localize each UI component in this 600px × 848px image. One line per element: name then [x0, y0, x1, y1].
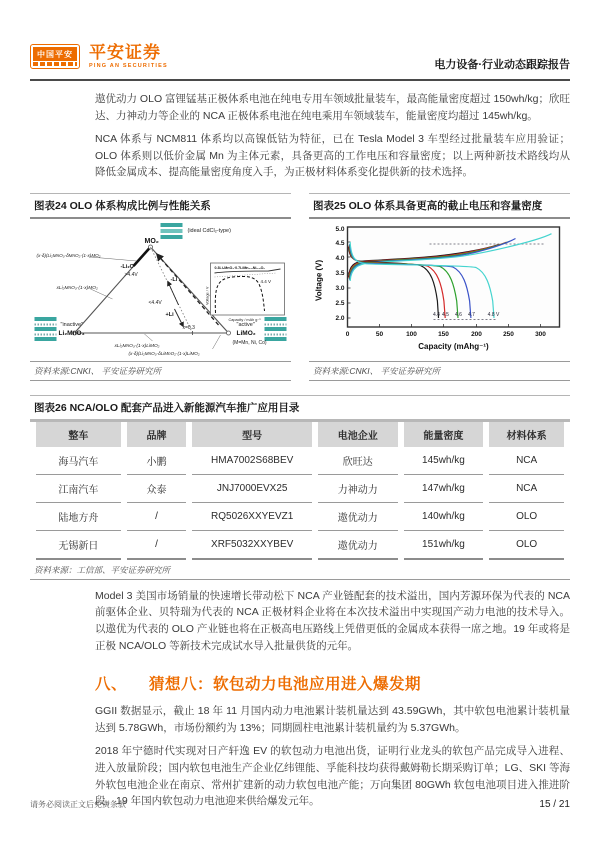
cell-energy-density: 140wh/kg — [404, 503, 484, 531]
figure-24-image — [30, 219, 291, 361]
inactive-label: "inactive" — [60, 321, 84, 328]
ytick-3-0: 3.0 — [335, 284, 345, 292]
col-material-system: 材料体系 — [489, 422, 564, 447]
page-number: 15 / 21 — [539, 799, 570, 810]
cell-model: JNJ7000EVX25 — [192, 475, 312, 503]
report-type-label: 电力设备·行业动态跟踪报告 — [434, 59, 570, 71]
ytick-2-0: 2.0 — [335, 314, 345, 322]
pingan-group-badge-icon — [30, 44, 80, 69]
header-divider — [30, 79, 570, 81]
cell-model: HMA7002S68BEV — [192, 447, 312, 475]
cell-battery-maker: 遨优动力 — [318, 531, 398, 560]
cell-brand: 众泰 — [127, 475, 187, 503]
top-formula-label: (x-δ)(Li₂MnO₃·δMnO₂·(1-x)MO₂ — [36, 252, 101, 258]
brand-name-en: PING AN SECURITIES — [89, 62, 168, 69]
limo2-vertex-label: LiMO₂ — [236, 329, 256, 337]
figure-26-title: 图表26 NCA/OLO 配套产品进入新能源汽车推广应用目录 — [30, 395, 570, 422]
paragraph-model3-spillover: Model 3 美国市场销量的快速增长带动松下 NCA 产业链配套的技术溢出，国内芳源环保为代表的 NCA 前驱体企业、贝特瑞为代表的 NCA 正极材料企业将在本次技术溢出中实现国产动力电池的技术导入。以遨优为代表的 OLO 产业链也将在正极高电压路线上凭借更低的金属成本获得一席之地。19 年或将是正极 NCA/OLO 等新技术完成试水导入批量供货的元年。 — [95, 589, 570, 652]
gt-4-4v-label: >4.4V — [124, 271, 138, 278]
paragraph-pouch-cell-supply: 2018 年宁德时代实现对日产轩逸 EV 的软包动力电池出货，证明行业龙头的软包产品完成导入进程、进入放量阶段；国内软包电池生产企业亿纬锂能、孚能科技均获得戴姆勒长期采购订单；LG、SKI 等海外软包电池企业在南京、常州扩建新的动力软包电池产能；万向集团 80GWh 软包电池项目进入推进阶段。19 年国内软包动力电池迎来供给爆发元年。 — [95, 745, 570, 808]
vehicle-battery-table — [30, 422, 570, 560]
minus-li-label: -Li — [170, 276, 178, 283]
table-row — [36, 475, 564, 503]
table-header-row — [36, 422, 564, 447]
cell-vehicle: 海马汽车 — [36, 447, 121, 475]
inset-voltage-capacity-chart — [206, 263, 285, 322]
figure-24-source: 资料来源:CNKI、 平安证券研究所 — [30, 361, 291, 381]
cutoff-4-5: 4.5 — [442, 311, 449, 318]
active-label: "active" — [236, 321, 255, 328]
cell-model: RQ5026XXYEVZ1 — [192, 503, 312, 531]
ternary-diagram — [30, 221, 291, 361]
bottom-edge-formula-label: xLi₂MnO₃·(1-x)LiMO₂ — [114, 343, 160, 349]
m-elements-note: (M=Mn, Ni, Co) — [232, 339, 267, 346]
cutoff-4-7: 4.7 — [468, 311, 475, 318]
cutoff-4-8: 4.8 V — [487, 311, 500, 318]
section-number: 八、 — [95, 676, 128, 694]
disclaimer-text: 请务必阅读正文后免责条款 — [30, 800, 126, 809]
figure-26-table-block — [30, 395, 570, 580]
voltage-capacity-chart — [309, 221, 570, 361]
section-heading-8 — [95, 672, 570, 694]
xtick-250: 250 — [503, 330, 514, 338]
ytick-4-0: 4.0 — [335, 254, 345, 262]
cell-vehicle: 江南汽车 — [36, 475, 121, 503]
brand-block — [89, 44, 168, 69]
xtick-50: 50 — [375, 330, 384, 338]
figure-25 — [309, 193, 570, 381]
col-brand: 品牌 — [127, 422, 187, 447]
cell-brand: / — [127, 531, 187, 560]
figures-row — [30, 193, 570, 381]
cell-battery-maker: 欣旺达 — [318, 447, 398, 475]
brand-name: 平安证券 — [89, 43, 161, 63]
cell-material-system: OLO — [489, 531, 564, 560]
col-energy-density: 能量密度 — [404, 422, 484, 447]
paragraph-nca-ncm811: NCA 体系与 NCM811 体系均以高镍低钴为特征，已在 Tesla Model 3 车型经过批量装车应用验证；OLO 体系则以低价金属 Mn 为主体元素，具备更高的工作电压和容量密度；以上两种新技术路线均从降低金属成本、提高能量密度角度入手，为正极材料体系变化提供新的技术选择。 — [95, 133, 570, 179]
logo-badge-text: 中国平安 — [33, 47, 77, 61]
inset-x-axis-label: Capacity / mAh g⁻¹ — [228, 317, 261, 322]
minus-li2o-label: -Li₂O — [120, 263, 134, 270]
cell-material-system: OLO — [489, 503, 564, 531]
cell-vehicle: 陆地方舟 — [36, 503, 121, 531]
figure-25-title: 图表25 OLO 体系具备更高的截止电压和容量密度 — [309, 193, 570, 219]
xtick-150: 150 — [438, 330, 449, 338]
col-battery-maker: 电池企业 — [318, 422, 398, 447]
inset-4-4v-label: 4.4 V — [260, 278, 272, 284]
figure-25-source: 资料来源:CNKI、 平安证券研究所 — [309, 361, 570, 381]
cell-material-system: NCA — [489, 475, 564, 503]
ytick-5-0: 5.0 — [335, 225, 345, 233]
col-vehicle: 整车 — [36, 422, 121, 447]
page-footer — [30, 799, 570, 810]
cell-energy-density: 151wh/kg — [404, 531, 484, 560]
ideal-cdcl2-label: (ideal CdCl₂-type) — [187, 227, 231, 234]
xtick-0: 0 — [345, 330, 350, 338]
xtick-200: 200 — [471, 330, 482, 338]
cell-brand: 小鹏 — [127, 447, 187, 475]
inset-title: 0.3Li₂MnO₃·0.7LiMn₀.₅Ni₀.₅O₂ — [214, 265, 266, 270]
col-model: 型号 — [192, 422, 312, 447]
paragraph-ggii-data: GGII 数据显示，截止 18 年 11 月国内动力电池累计装机量达到 43.59GWh，其中软包电池累计装机量达到 5.78GWh，市场份额约为 13%；同期圆柱电池累计装机量约为 5.37GWh。 — [95, 705, 570, 734]
logo-badge-sub-icon — [33, 62, 77, 66]
plus-li-label: +Li — [165, 311, 174, 318]
x-axis-label: Capacity (mAhg⁻¹) — [418, 341, 489, 351]
ytick-2-5: 2.5 — [335, 299, 345, 307]
cell-battery-maker: 遨优动力 — [318, 503, 398, 531]
table-row — [36, 503, 564, 531]
cell-energy-density: 145wh/kg — [404, 447, 484, 475]
mo2-vertex-label: MO₂ — [144, 237, 159, 245]
figure-26-source: 资料来源：工信部、平安证券研究所 — [30, 560, 570, 580]
table-body — [36, 447, 564, 560]
cutoff-4-6: 4.6 — [455, 311, 462, 318]
figure-25-image — [309, 219, 570, 361]
table-row — [36, 447, 564, 475]
x-0-3-label: x=0.3 — [182, 324, 195, 331]
lt-4-4v-label: <4.4V — [148, 299, 162, 306]
li2mno3-vertex-label: Li₂MnO₃ — [58, 329, 85, 337]
pingan-logo — [30, 44, 168, 69]
cell-material-system: NCA — [489, 447, 564, 475]
report-header — [30, 44, 570, 72]
cell-model: XRF5032XXYBEV — [192, 531, 312, 560]
left-edge-formula-label: xLi₂MnO₃·(1-x)MO₂ — [56, 285, 98, 291]
table-row — [36, 531, 564, 560]
figure-24-title: 图表24 OLO 体系构成比例与性能关系 — [30, 193, 291, 219]
ytick-4-5: 4.5 — [335, 239, 345, 247]
cell-energy-density: 147wh/kg — [404, 475, 484, 503]
section-title: 猜想八：软包动力电池应用进入爆发期 — [149, 676, 422, 694]
figure-24 — [30, 193, 291, 381]
inset-y-axis-label: Voltage / V — [205, 286, 210, 305]
cell-brand: / — [127, 503, 187, 531]
paragraph-olo-nca-installs: 遨优动力 OLO 富锂锰基正极体系电池在纯电专用车领域批量装车，最高能量密度超过 150wh/kg；欣旺达、力神动力等企业的 NCA 正极体系电池在纯电乘用车领域装车，能量密度均超过 145wh/kg。 — [95, 93, 570, 122]
bottom-formula-label: (x-δ)(Li₂MnO₃·δLiMnO₂·(1-x)LiMO₂ — [128, 350, 200, 356]
xtick-100: 100 — [406, 330, 417, 338]
y-axis-label: Voltage (V) — [314, 259, 324, 301]
cutoff-4-4: 4.4 — [433, 311, 440, 318]
ytick-3-5: 3.5 — [335, 269, 345, 277]
cell-battery-maker: 力神动力 — [318, 475, 398, 503]
xtick-300: 300 — [535, 330, 546, 338]
cell-vehicle: 无锡新日 — [36, 531, 121, 560]
